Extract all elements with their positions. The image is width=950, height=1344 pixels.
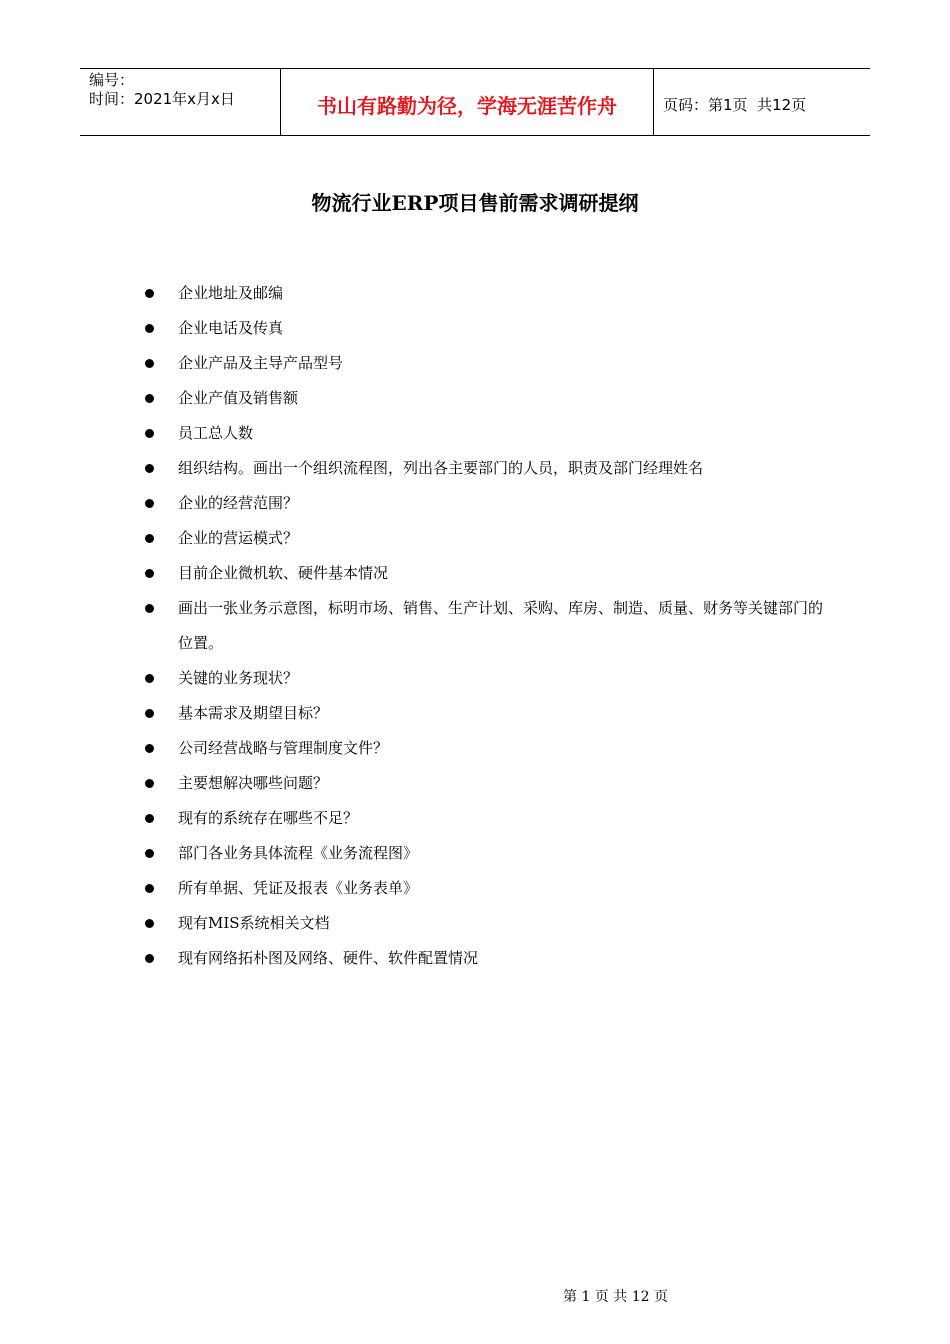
- document-header: [80, 68, 870, 136]
- bullet-icon: [145, 324, 154, 333]
- list-item-text: 公司经营战略与管理制度文件？: [178, 739, 389, 757]
- list-item: [145, 696, 825, 731]
- bullet-icon: [145, 814, 154, 823]
- bullet-icon: [145, 464, 154, 473]
- header-motto: 书山有路勤为径，学海无涯苦作舟: [317, 93, 617, 118]
- list-item: [145, 941, 825, 976]
- list-item-text: 企业的营运模式？: [178, 529, 299, 547]
- list-item: [145, 521, 825, 556]
- list-item: [145, 486, 825, 521]
- list-item: [145, 311, 825, 346]
- list-item-text: 员工总人数: [178, 424, 254, 442]
- list-item: [145, 591, 825, 661]
- list-item-text: 现有MIS系统相关文档: [178, 914, 330, 932]
- list-item-text: 主要想解决哪些问题？: [178, 774, 329, 792]
- list-item-text: 关键的业务现状？: [178, 669, 299, 687]
- list-item: [145, 416, 825, 451]
- bullet-icon: [145, 534, 154, 543]
- list-item: [145, 836, 825, 871]
- bullet-icon: [145, 289, 154, 298]
- bullet-icon: [145, 884, 154, 893]
- header-page-label: 页码：第1页 共12页: [663, 95, 807, 114]
- list-item-text: 部门各业务具体流程《业务流程图》: [178, 844, 419, 862]
- list-item-text: 现有的系统存在哪些不足？: [178, 809, 359, 827]
- list-item: [145, 276, 825, 311]
- list-item-text: 画出一张业务示意图，标明市场、销售、生产计划、采购、库房、制造、质量、财务等关键部门的位置。: [178, 599, 824, 652]
- document-title: 物流行业ERP项目售前需求调研提纲: [311, 191, 639, 215]
- list-item: [145, 801, 825, 836]
- list-item-text: 目前企业微机软、硬件基本情况: [178, 564, 389, 582]
- bullet-icon: [145, 429, 154, 438]
- list-item: [145, 871, 825, 906]
- list-item: [145, 451, 825, 486]
- header-page-cell: [654, 69, 870, 135]
- bullet-icon: [145, 849, 154, 858]
- list-item: [145, 661, 825, 696]
- bullet-icon: [145, 709, 154, 718]
- list-item: [145, 381, 825, 416]
- list-item-text: 企业地址及邮编: [178, 284, 284, 302]
- header-motto-cell: [281, 69, 654, 135]
- bullet-icon: [145, 359, 154, 368]
- list-item-text: 企业的经营范围？: [178, 494, 299, 512]
- list-item: [145, 906, 825, 941]
- bullet-icon: [145, 919, 154, 928]
- list-item-text: 企业电话及传真: [178, 319, 284, 337]
- list-item-text: 企业产值及销售额: [178, 389, 299, 407]
- bullet-icon: [145, 604, 154, 613]
- bullet-icon: [145, 779, 154, 788]
- list-item-text: 企业产品及主导产品型号: [178, 354, 344, 372]
- header-meta-cell: [80, 69, 281, 135]
- bullet-icon: [145, 569, 154, 578]
- document-number-label: 编号：: [89, 71, 135, 89]
- bullet-icon: [145, 954, 154, 963]
- list-item: [145, 731, 825, 766]
- list-item: [145, 766, 825, 801]
- survey-outline-list: [145, 276, 825, 976]
- list-item-text: 现有网络拓朴图及网络、硬件、软件配置情况: [178, 949, 479, 967]
- bullet-icon: [145, 674, 154, 683]
- list-item: [145, 346, 825, 381]
- bullet-icon: [145, 744, 154, 753]
- bullet-icon: [145, 499, 154, 508]
- list-item-text: 所有单据、凭证及报表《业务表单》: [178, 879, 419, 897]
- list-item-text: 基本需求及期望目标？: [178, 704, 329, 722]
- page-footer: 第 1 页 共 12 页: [563, 1289, 668, 1305]
- list-item-text: 组织结构。画出一个组织流程图，列出各主要部门的人员，职责及部门经理姓名: [178, 459, 704, 477]
- list-item: [145, 556, 825, 591]
- document-date-label: 时间：2021年x月x日: [89, 90, 235, 108]
- bullet-icon: [145, 394, 154, 403]
